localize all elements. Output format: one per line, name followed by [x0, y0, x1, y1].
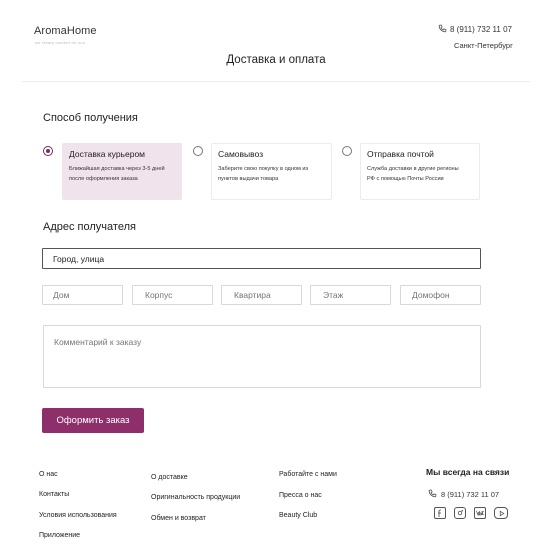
- footer-link-about[interactable]: О нас: [39, 471, 58, 478]
- intercom-input[interactable]: [400, 285, 481, 305]
- street-input[interactable]: [42, 248, 481, 269]
- instagram-icon[interactable]: [454, 507, 466, 519]
- option-description: Служба доставки в другие регионы РФ с помощью Почты России: [367, 166, 459, 182]
- phone-icon: [428, 489, 437, 500]
- radio-courier[interactable]: [43, 146, 53, 156]
- facebook-icon[interactable]: [434, 507, 446, 519]
- option-title: Доставка курьером: [69, 149, 146, 159]
- page-title: Доставка и оплата: [226, 54, 326, 66]
- option-description: Ближайшая доставка через 3-5 дней после оформления заказа: [69, 166, 165, 182]
- radio-pickup[interactable]: [193, 146, 203, 156]
- delivery-option-pickup[interactable]: [211, 143, 332, 200]
- radio-post[interactable]: [342, 146, 352, 156]
- floor-input[interactable]: [310, 285, 391, 305]
- building-input[interactable]: [132, 285, 213, 305]
- logo[interactable]: AromaHome: [34, 25, 97, 37]
- vk-icon[interactable]: [474, 507, 486, 519]
- comment-textarea[interactable]: [43, 325, 481, 388]
- option-title: Самовывоз: [218, 149, 264, 159]
- city-selector[interactable]: Санкт-Петербург: [454, 41, 513, 50]
- footer-contact-title: Мы всегда на связи: [426, 467, 510, 477]
- submit-order-button[interactable]: Оформить заказ: [42, 408, 144, 433]
- delivery-section-title: Способ получения: [43, 112, 138, 124]
- apartment-input[interactable]: [221, 285, 302, 305]
- footer-link-returns[interactable]: Обмен и возврат: [151, 515, 206, 522]
- footer-link-terms[interactable]: Условия использования: [39, 512, 117, 519]
- youtube-icon[interactable]: [494, 507, 508, 519]
- footer-link-originality[interactable]: Оригинальность продукции: [151, 494, 241, 501]
- option-description: Заберите свою покупку в одном из пунктов выдачи товара: [218, 166, 309, 182]
- header-phone[interactable]: [438, 24, 512, 35]
- footer-link-careers[interactable]: Работайте с нами: [279, 471, 337, 478]
- delivery-option-courier[interactable]: [62, 143, 182, 200]
- footer-link-press[interactable]: Пресса о нас: [279, 492, 322, 499]
- header-divider: [22, 81, 530, 82]
- house-input[interactable]: [42, 285, 123, 305]
- footer-phone[interactable]: [428, 489, 499, 500]
- header-phone-number: 8 (911) 732 11 07: [450, 25, 512, 34]
- footer-link-delivery[interactable]: О доставке: [151, 474, 188, 481]
- option-title: Отправка почтой: [367, 149, 434, 159]
- footer-link-contacts[interactable]: Контакты: [39, 491, 70, 498]
- address-section-title: Адрес получателя: [43, 221, 136, 233]
- delivery-option-post[interactable]: [360, 143, 480, 200]
- logo-tagline: we create comfort for you: [35, 40, 86, 45]
- footer-link-app[interactable]: Приложение: [39, 532, 81, 539]
- footer-phone-number: 8 (911) 732 11 07: [441, 490, 500, 499]
- phone-icon: [438, 24, 447, 35]
- footer-link-beauty-club[interactable]: Beauty Club: [279, 512, 318, 519]
